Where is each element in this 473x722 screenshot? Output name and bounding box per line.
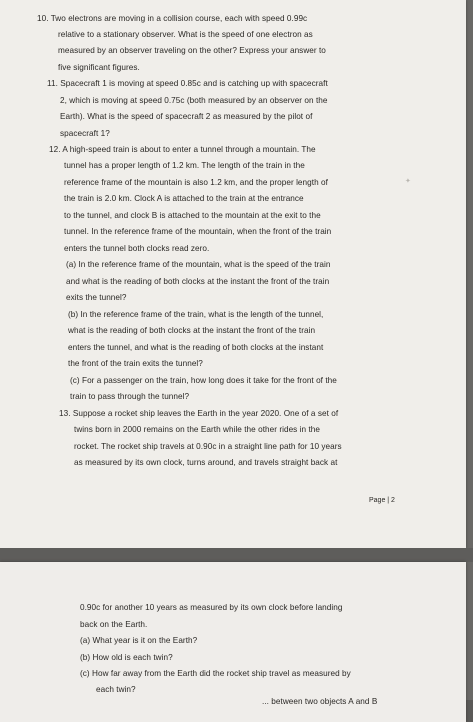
text-line: tunnel has a proper length of 1.2 km. The length of the train in the xyxy=(64,161,305,170)
text-line: and what is the reading of both clocks at the instant the front of the train xyxy=(66,277,330,286)
text-line: ... between two objects A and B xyxy=(262,697,378,706)
text-line: reference frame of the mountain is also 1.2 km, and the proper length of xyxy=(64,178,328,187)
text-line: enters the tunnel, and what is the reading of both clocks at the instant xyxy=(68,343,324,352)
text-line: (c) For a passenger on the train, how long does it take for the front of the xyxy=(70,376,337,385)
right-edge-strip xyxy=(466,0,473,700)
text-line: (b) In the reference frame of the train, what is the length of the tunnel, xyxy=(68,310,324,319)
text-line: exits the tunnel? xyxy=(66,293,127,302)
page-gap xyxy=(0,548,473,562)
text-line: measured by an observer traveling on the other? Express your answer to xyxy=(58,46,326,55)
text-line: what is the reading of both clocks at the instant the front of the train xyxy=(68,326,316,335)
text-line: 0.90c for another 10 years as measured by its own clock before landing xyxy=(80,603,343,612)
text-line: (b) How old is each twin? xyxy=(80,653,173,662)
text-line: enters the tunnel both clocks read zero. xyxy=(64,244,210,253)
star-mark-icon: ✦ xyxy=(405,178,411,185)
text-line: each twin? xyxy=(96,685,136,694)
text-line: 2, which is moving at speed 0.75c (both measured by an observer on the xyxy=(60,96,328,105)
text-line: relative to a stationary observer. What is the speed of one electron as xyxy=(58,30,313,39)
text-line: to the tunnel, and clock B is attached to the mountain at the exit to the xyxy=(64,211,321,220)
text-line: 13. Suppose a rocket ship leaves the Earth in the year 2020. One of a set of xyxy=(59,409,339,418)
text-line: 12. A high-speed train is about to enter a tunnel through a mountain. The xyxy=(49,145,316,154)
text-line: train to pass through the tunnel? xyxy=(70,392,190,401)
text-line: as measured by its own clock, turns around, and travels straight back at xyxy=(74,458,338,467)
text-line: Earth). What is the speed of spacecraft 2 as measured by the pilot of xyxy=(60,112,313,121)
text-line: the front of the train exits the tunnel? xyxy=(68,359,203,368)
text-line: spacecraft 1? xyxy=(60,129,110,138)
text-line: (a) What year is it on the Earth? xyxy=(80,636,198,645)
document-page-2 xyxy=(0,562,466,722)
text-line: five significant figures. xyxy=(58,63,140,72)
text-line: tunnel. In the reference frame of the mountain, when the front of the train xyxy=(64,227,332,236)
text-line: (c) How far away from the Earth did the rocket ship travel as measured by xyxy=(80,669,351,678)
text-line: the train is 2.0 km. Clock A is attached to the train at the entrance xyxy=(64,194,304,203)
text-line: rocket. The rocket ship travels at 0.90c in a straight line path for 10 years xyxy=(74,442,342,451)
page-number: Page | 2 xyxy=(369,497,395,504)
text-line: back on the Earth. xyxy=(80,620,148,629)
text-line: 11. Spacecraft 1 is moving at speed 0.85c and is catching up with spacecraft xyxy=(47,79,328,88)
text-line: 10. Two electrons are moving in a collision course, each with speed 0.99c xyxy=(37,14,308,23)
text-line: twins born in 2000 remains on the Earth while the other rides in the xyxy=(74,425,320,434)
text-line: (a) In the reference frame of the mountain, what is the speed of the train xyxy=(66,260,331,269)
